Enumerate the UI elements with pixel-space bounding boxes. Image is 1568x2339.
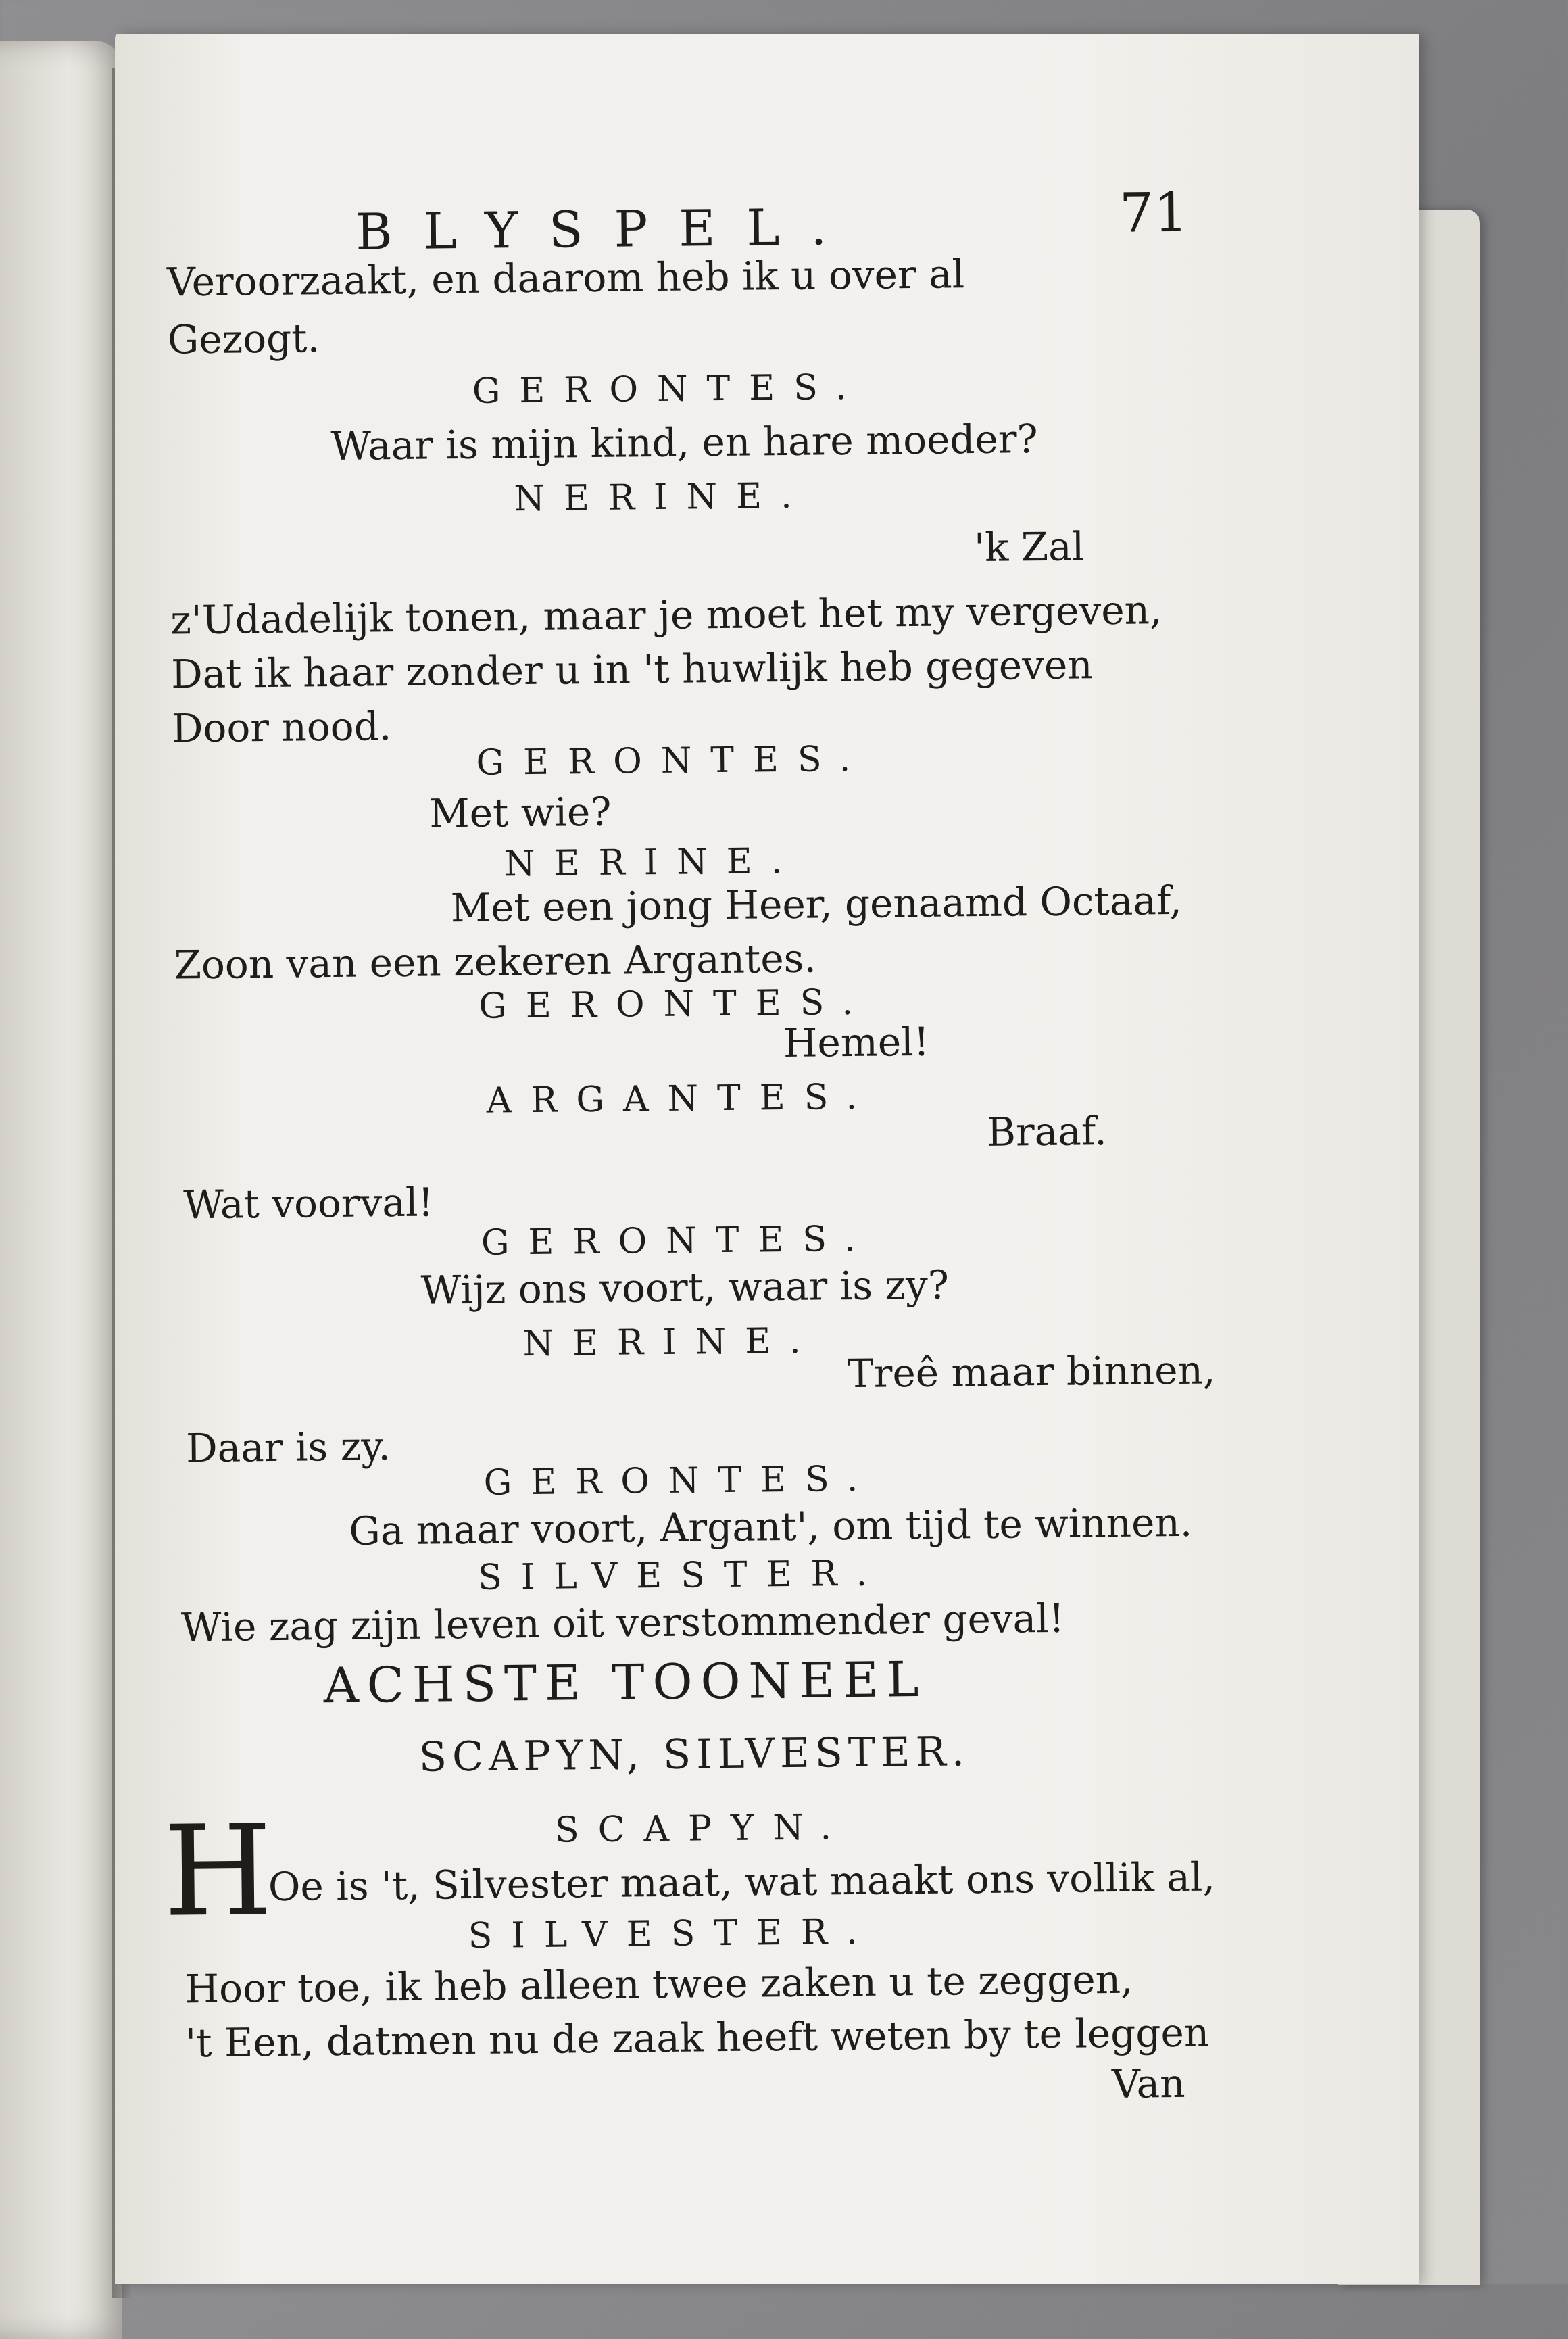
catchword: Van <box>1111 2060 1185 2108</box>
text-line: Hemel! <box>783 1018 930 1067</box>
text-line: Hoor toe, ik heb alleen twee zaken u te zeggen, <box>185 1956 1133 2012</box>
text-line: Waar is mijn kind, en hare moeder? <box>330 416 1038 470</box>
text-line: Wijz ons voort, waar is zy? <box>420 1261 950 1313</box>
text-line: Wie zag zijn leven oit verstommender geval! <box>180 1595 1065 1651</box>
speaker-name: GERONTES. <box>476 738 870 783</box>
text-line: Met wie? <box>428 788 612 837</box>
left-page-edge <box>0 41 122 2339</box>
text-line: Oe is 't, Silvester maat, wat maakt ons vollik al, <box>268 1854 1216 1910</box>
text-line: Wat voorval! <box>182 1179 435 1228</box>
speaker-name: GERONTES. <box>481 1218 875 1263</box>
page-content <box>103 26 1431 2290</box>
text-line: Braaf. <box>986 1108 1107 1155</box>
speaker-name: ARGANTES. <box>486 1076 877 1122</box>
speaker-name: GERONTES. <box>483 1458 877 1503</box>
running-head: BLYSPEL. <box>355 197 858 262</box>
drop-cap: H <box>162 1798 274 1945</box>
speaker-name: GERONTES. <box>478 982 873 1027</box>
text-line: Dat ik haar zonder u in 't huwlijk heb gegeven <box>170 642 1093 698</box>
speaker-name: SCAPYN. <box>554 1807 851 1851</box>
speaker-name: GERONTES. <box>472 366 866 412</box>
text-line: 't Een, datmen nu de zaak heeft weten by te leggen <box>185 2009 1210 2067</box>
speaker-name: SILVESTER. <box>468 1911 877 1957</box>
speaker-name: NERINE. <box>514 475 811 520</box>
scene-cast: SCAPYN, SILVESTER. <box>418 1728 971 1781</box>
book-page <box>115 34 1419 2284</box>
text-line: Gezogt. <box>167 315 320 363</box>
scene-title: ACHSTE TOONEEL <box>323 1650 927 1714</box>
text-line: Daar is zy. <box>185 1423 391 1472</box>
speaker-name: NERINE. <box>522 1320 820 1365</box>
page-number: 71 <box>1119 180 1189 245</box>
text-line: Veroorzaakt, en daarom heb ik u over al <box>166 251 965 306</box>
text-line: z'Udadelijk tonen, maar je moet het my vergeven, <box>170 587 1162 644</box>
text-line: 'k Zal <box>973 523 1085 571</box>
text-line: Treê maar binnen, <box>847 1347 1216 1397</box>
text-line: Met een jong Heer, genaamd Octaaf, <box>450 877 1183 932</box>
text-line: Ga maar voort, Argant', om tijd te winnen. <box>349 1499 1193 1554</box>
text-line: Zoon van een zekeren Argantes. <box>174 935 817 988</box>
speaker-name: NERINE. <box>504 840 802 885</box>
text-line: Door nood. <box>171 703 392 752</box>
speaker-name: SILVESTER. <box>477 1553 887 1598</box>
